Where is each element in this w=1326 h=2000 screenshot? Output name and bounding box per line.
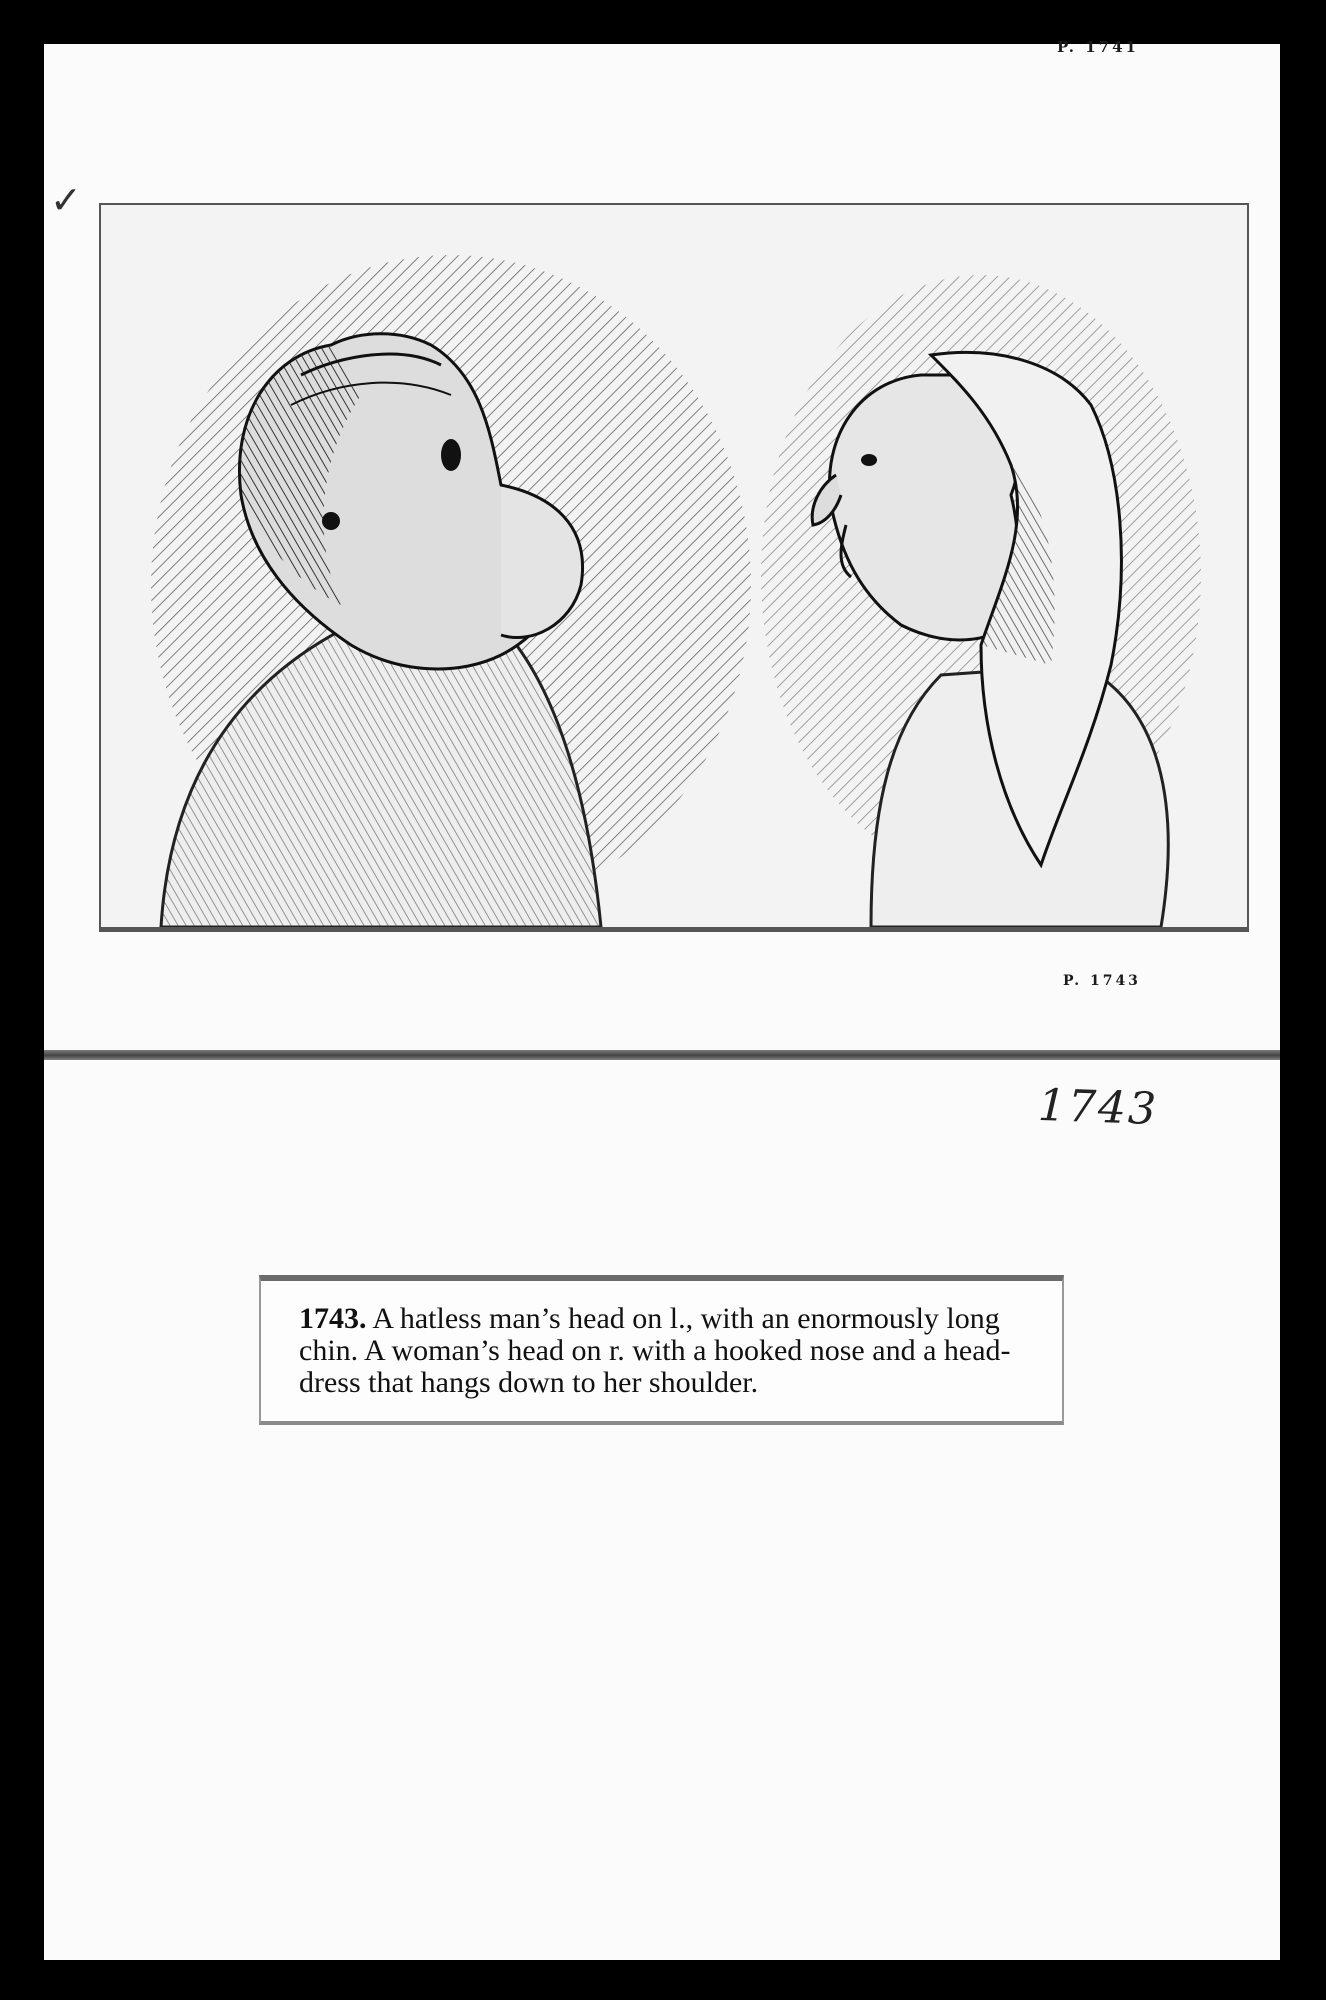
plate-reference-number: P. 1743 — [1063, 973, 1141, 989]
bottom-sheet — [44, 1060, 1280, 1960]
caption-description: A hatless man’s head on l., with an enormously long chin. A woman’s head on r. with a hooked nose and a head-dress that hangs down to her shoulder. — [299, 1302, 1011, 1399]
caption-number: 1743. — [299, 1302, 367, 1335]
caption-text — [299, 1303, 1040, 1399]
check-mark-icon: ✓ — [50, 178, 82, 222]
engraving-illustration — [101, 205, 1247, 927]
handwritten-number: 1743 — [1037, 1079, 1159, 1136]
top-reference-number: P. 1741 — [1057, 38, 1139, 56]
caption-slip — [259, 1275, 1064, 1425]
engraving-plate — [99, 203, 1249, 929]
